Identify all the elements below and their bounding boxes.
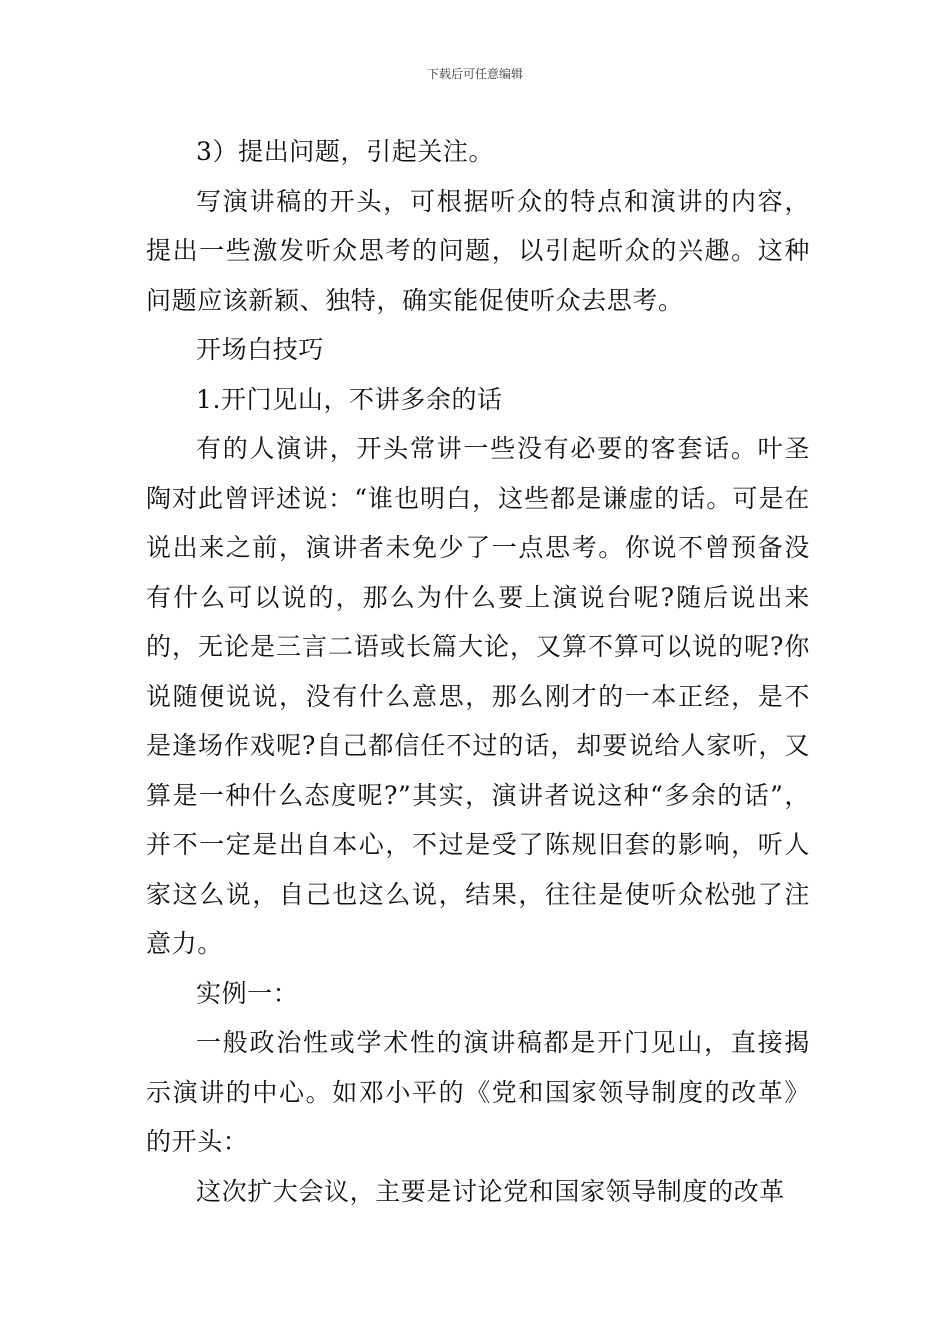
subheading-straight-to-point: 1.开门见山，不讲多余的话 <box>196 384 503 414</box>
document-body <box>146 127 810 1216</box>
paragraph-quoted-opening: 这次扩大会议，主要是讨论党和国家领导制度的改革 <box>196 1176 785 1206</box>
paragraph-example-intro: 一般政治性或学术性的演讲稿都是开门见山，直接揭示演讲的中心。如邓小平的《党和国家领导制度的改革》的开头： <box>146 1028 810 1156</box>
paragraph-question-explanation: 写演讲稿的开头，可根据听众的特点和演讲的内容，提出一些激发听众思考的问题，以引起听众的兴趣。这种问题应该新颖、独特，确实能促使听众去思考。 <box>146 186 810 315</box>
section-heading-opening-skills: 开场白技巧 <box>196 335 325 364</box>
paragraph-raise-question: 3）提出问题，引起关注。 <box>196 137 495 166</box>
paragraph-ye-shengtao-quote: 有的人演讲，开头常讲一些没有必要的客套话。叶圣陶对此曾评述说：“谁也明白，这些都是谦虚的话。可是在说出来之前，演讲者未免少了一点思考。你说不曾预备没有什么可以说的，那么为什么要上演说台呢?随后说出来的，无论是三言二语或长篇大论，又算不算可以说的呢?你说随便说说，没有什么意思，那么刚才的一本正经，是不是逢场作戏呢?自己都信任不过的话，却要说给人家听，又算是一种什么态度呢?”其实，演讲者说这种“多余的话”，并不一定是出自本心，不过是受了陈规旧套的影响，听人家这么说，自己也这么说，结果，往往是使听众松弛了注意力。 <box>146 434 810 958</box>
example-heading: 实例一： <box>196 978 299 1008</box>
page-header-note: 下载后可任意编辑 <box>426 67 523 81</box>
